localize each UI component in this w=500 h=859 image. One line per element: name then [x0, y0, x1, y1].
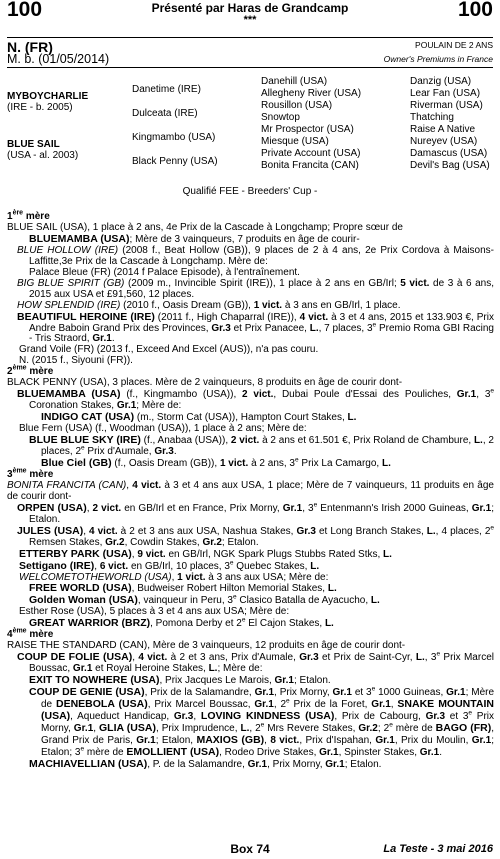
produce-entry: BLUE BLUE SKY (IRE) (f., Anabaa (USA)), 2 vict. à 2 ans et 61.501 €, Prix Roland de Chambure, L., 2 places, 2e Prix d'Aumale, Gr.3.	[29, 434, 494, 458]
pedigree-gen2: Danetime (IRE)	[132, 84, 201, 95]
stars: ***	[243, 14, 257, 26]
produce-entry: COUP DE FOLIE (USA), 4 vict. à 2 et 3 ans, Prix d'Aumale, Gr.3 et Prix de Saint-Cyr, L., 3e Prix Marcel Boussac, Gr.1 et Royal Heroine Stakes, L.; Mère de:	[17, 650, 494, 675]
pedigree-gen2: Black Penny (USA)	[132, 156, 218, 167]
pedigree-gen3: Mr Prospector (USA)	[261, 124, 354, 135]
produce-entry: BIG BLUE SPIRIT (GB) (2009 m., Invincible Spirit (IRE)), 1 place à 2 ans en GB/Irl; 5 vict. de 3 à 6 ans, 2015 aux USA et £91,560, 12 places.	[17, 277, 494, 300]
produce-entry: Palace Bleue (FR) (2014 f Palace Episode), à l'entraînement.	[29, 266, 300, 278]
pedigree-gen3: Snowtop	[261, 112, 300, 123]
consignor: Présenté par Haras de Grandcamp	[151, 1, 349, 15]
pedigree-gen3: Private Account (USA)	[261, 148, 361, 159]
produce-entry: Settigano (IRE), 6 vict. en GB/Irl, 10 places, 3e Quebec Stakes, L.	[19, 559, 320, 572]
produce-entry: BLUEMAMBA (USA) (f., Kingmambo (USA)), 2 vict., Dubai Poule d'Essai des Pouliches, Gr.1, 3e Coronation Stakes, Gr.1; Mère de:	[17, 387, 495, 412]
horse-name: N. (FR)	[7, 39, 53, 55]
pedigree-gen3: Bonita Francita (CAN)	[261, 160, 359, 171]
pedigree-gen2: Kingmambo (USA)	[132, 132, 216, 143]
pedigree-gen4: Raise A Native	[410, 124, 476, 135]
dam-paragraph: BLUE SAIL (USA), 1 place à 2 ans, 4e Prix de la Cascade à Longchamp; Propre sœur de	[7, 221, 403, 233]
dam-paragraph: RAISE THE STANDARD (CAN), Mère de 3 vainqueurs, 12 produits en âge de courir dont-	[7, 640, 406, 652]
lot-number-right: 100	[457, 0, 493, 21]
catalogue-text	[7, 209, 495, 771]
pedigree-gen4: Nureyev (USA)	[410, 136, 478, 147]
page-header	[7, 0, 493, 28]
pedigree-gen4: Riverman (USA)	[410, 100, 483, 111]
pedigree-gen4: Danzig (USA)	[410, 76, 472, 87]
dam-origin: (USA - al. 2003)	[7, 150, 79, 161]
pedigree-gen3: Danehill (USA)	[261, 76, 328, 87]
produce-entry: Blue Fern (USA) (f., Woodman (USA)), 1 place à 2 ans; Mère de:	[19, 423, 307, 435]
sale-name: La Teste - 3 mai 2016	[383, 843, 493, 855]
produce-entry: Golden Woman (USA), vainqueur in Peru, 3e Clasico Batalla de Ayacucho, L.	[29, 594, 380, 607]
lot-number-left: 100	[7, 0, 43, 21]
produce-entry: FREE WORLD (USA), Budweiser Robert Hilton Memorial Stakes, L.	[29, 582, 337, 595]
horse-birth: M. b. (01/05/2014)	[7, 52, 110, 66]
pedigree-gen4: Devil's Bag (USA)	[410, 160, 490, 171]
pedigree-gen4: Damascus (USA)	[410, 148, 488, 159]
produce-entry: Grand Voile (FR) (2013 f., Exceed And Excel (AUS)), n'a pas couru.	[19, 344, 319, 356]
produce-entry: BLUEMAMBA (USA); Mère de 3 vainqueurs, 7 produits en âge de courir-	[29, 232, 360, 245]
dam-paragraph: BLACK PENNY (USA), 3 places. Mère de 2 vainqueurs, 8 produits en âge de courir dont-	[7, 377, 403, 389]
sire-origin: (IRE - b. 2005)	[7, 102, 73, 113]
pedigree-gen3: Allegheny River (USA)	[261, 88, 362, 99]
produce-entry: WELCOMETOTHEWORLD (USA), 1 vict. à 3 ans aux USA; Mère de:	[19, 571, 329, 583]
pedigree-gen2: Dulceata (IRE)	[132, 108, 198, 119]
dam-paragraph: BONITA FRANCITA (CAN), 4 vict. à 3 et 4 ans aux USA, 1 place; Mère de 7 vainqueurs, 11 produits en âge de courir dont-	[7, 479, 494, 502]
qualification: Qualifié FEE - Breeders' Cup -	[182, 186, 318, 197]
pedigree-gen3: Rousillon (USA)	[261, 100, 333, 111]
produce-entry: GREAT WARRIOR (BRZ), Pomona Derby et 2e El Cajon Stakes, L.	[29, 616, 334, 630]
section-heading-3rd-dam: 3ème mère	[7, 467, 54, 480]
produce-entry: ORPEN (USA), 2 vict. en GB/Irl et en France, Prix Morny, Gr.1, 3e Entenmann's Irish 2000 Guineas, Gr.1; Etalon.	[17, 501, 494, 525]
sex-age: POULAIN DE 2 ANS	[415, 40, 493, 50]
sire-name: MYBOYCHARLIE	[7, 91, 89, 102]
produce-entry: BLUE HOLLOW (IRE) (2008 f., Beat Hollow (GB)), 9 places de 2 à 4 ans, 2e Prix Cordova à Maisons-Laffitte,3e Prix de la Cascade à Longchamp. Mère de:	[17, 244, 494, 267]
pedigree-gen4: Lear Fan (USA)	[410, 88, 481, 99]
produce-entry: Blue Ciel (GB) (f., Oasis Dream (GB)), 1 vict. à 2 ans, 3e Prix La Camargo, L.	[41, 456, 391, 469]
section-heading-4th-dam: 4ème mère	[7, 627, 54, 641]
produce-entry: N. (2015 f., Siyouni (FR)).	[19, 355, 133, 367]
produce-entry: ETTERBY PARK (USA), 9 vict. en GB/Irl, NGK Spark Plugs Stubbs Rated Stks, L.	[19, 547, 392, 560]
produce-entry: Esther Rose (USA), 5 places à 3 et 4 ans aux USA; Mère de:	[19, 606, 290, 618]
produce-entry: EXIT TO NOWHERE (USA), Prix Jacques Le Marois, Gr.1; Etalon.	[29, 674, 331, 687]
produce-entry: INDIGO CAT (USA) (m., Storm Cat (USA)), Hampton Court Stakes, L.	[41, 411, 357, 424]
section-heading-2nd-dam: 2ème mère	[7, 365, 54, 378]
horse-identity	[7, 37, 493, 68]
pedigree-gen4: Thatching	[410, 112, 454, 123]
produce-entry: BEAUTIFUL HEROINE (IRE) (2011 f., High Chaparral (IRE)), 4 vict. à 3 et 4 ans, 2015 et 133.903 €, Prix Andre Baboin Grand Prix des Provinces, Gr.3 et Prix Panacee, L., 7 places, 3e Premio Roma GBI Racing - Tris Straord, Gr.1.	[17, 310, 494, 345]
dam-name: BLUE SAIL	[7, 139, 60, 150]
pedigree-table	[7, 74, 493, 174]
produce-entry: MACHIAVELLIAN (USA), P. de la Salamandre, Gr.1, Prix Morny, Gr.1; Etalon.	[29, 757, 382, 770]
section-heading-1st-dam: 1ère mère	[7, 209, 50, 222]
owner-premiums: Owner's Premiums in France	[383, 54, 493, 64]
produce-entry: HOW SPLENDID (IRE) (2010 f., Oasis Dream (GB)), 1 vict. à 3 ans en GB/Irl, 1 place.	[17, 299, 401, 311]
pedigree-gen3: Miesque (USA)	[261, 136, 329, 147]
produce-entry: COUP DE GENIE (USA), Prix de la Salamandre, Gr.1, Prix Morny, Gr.1 et 3e 1000 Guineas, Gr.1; Mère de DENEBOLA (USA), Prix Marcel Boussac, Gr.1, 2e Prix de la Foret, Gr.1, SNAKE MOUNTAIN (USA), Aqueduct Handicap, Gr.3, LOVING KINDNESS (USA), Prix de Cabourg, Gr.3 et 3e Prix Morny, Gr.1, GLIA (USA), Prix Imprudence, L., 2e Mrs Revere Stakes, Gr.2; 2e mère de BAGO (FR), Grand Prix de Paris, Gr.1; Etalon, MAXIOS (GB), 8 vict., Prix d'Ispahan, Gr.1, Prix du Moulin, Gr.1; Etalon; 3e mère de EMOLLIENT (USA), Rodeo Drive Stakes, Gr.1, Spinster Stakes, Gr.1.	[29, 685, 495, 758]
page-footer	[7, 842, 493, 858]
box-number: Box 74	[230, 842, 270, 856]
produce-entry: JULES (USA), 4 vict. à 2 et 3 ans aux USA, Nashua Stakes, Gr.3 et Long Branch Stakes, L., 4 places, 2e Remsen Stakes, Gr.2, Cowdin Stakes, Gr.2; Etalon.	[17, 524, 495, 548]
